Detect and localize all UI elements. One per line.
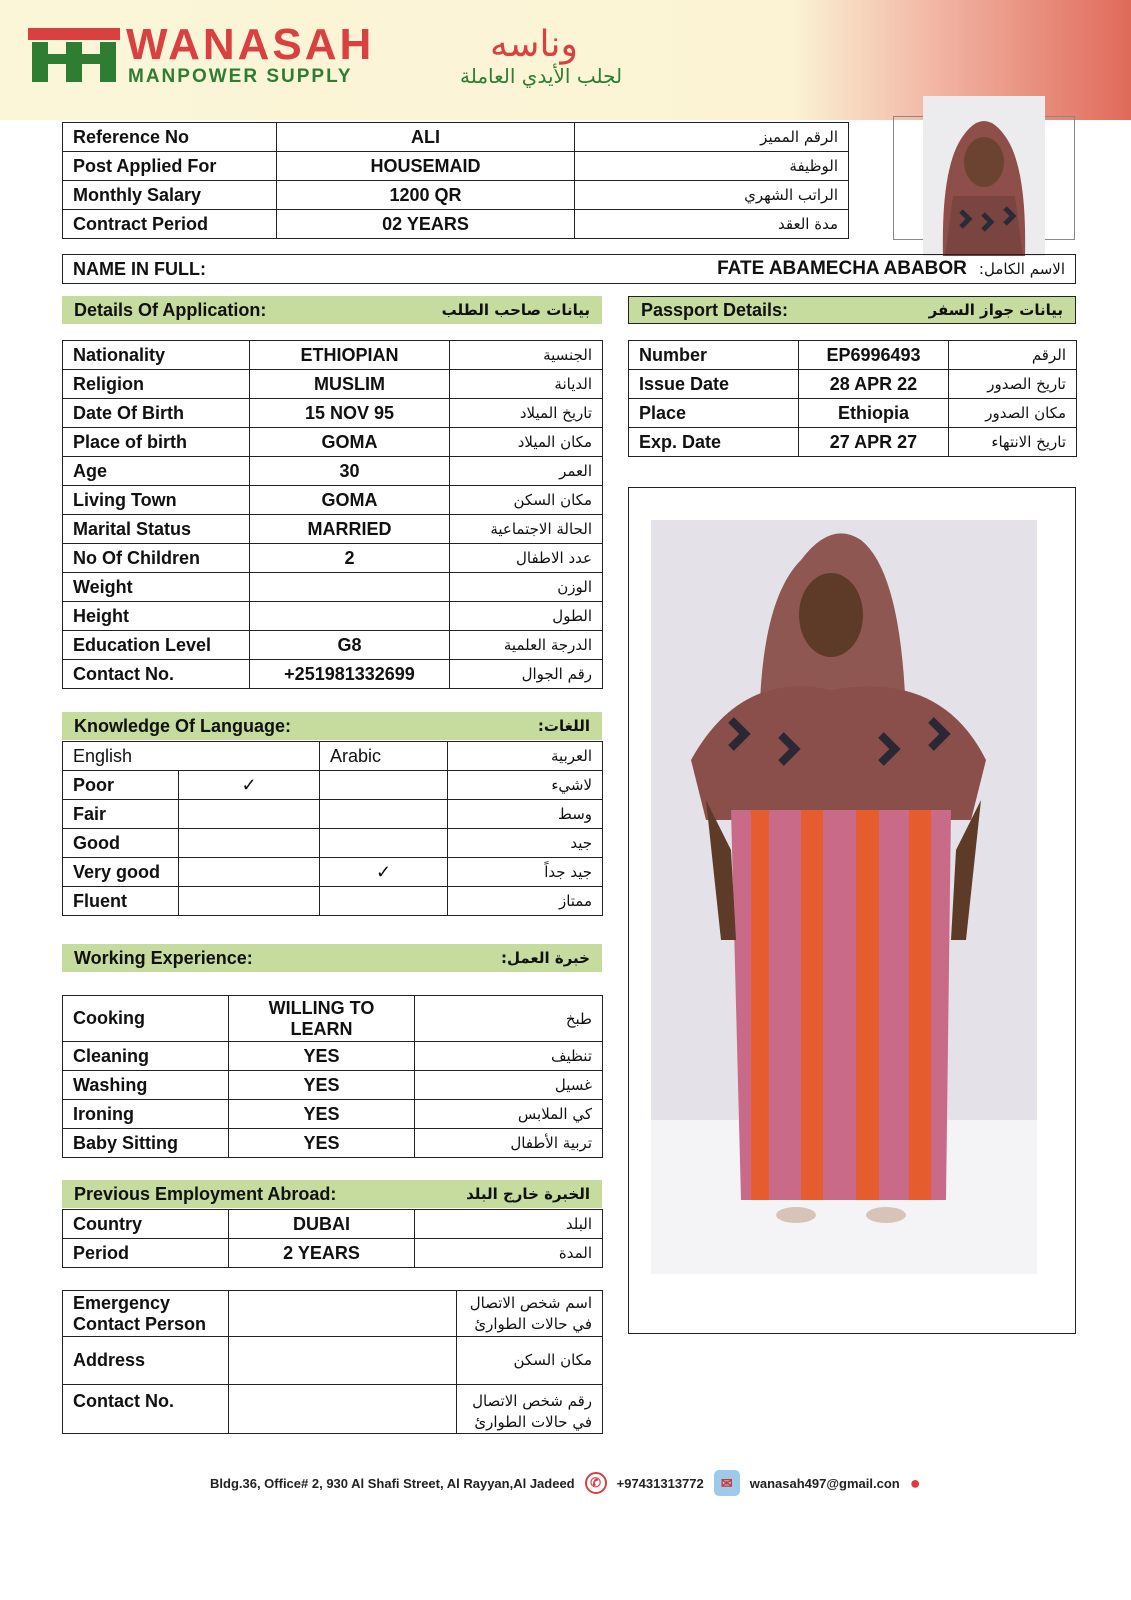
language-row xyxy=(63,858,603,887)
passport-label: Number xyxy=(629,341,799,370)
emergency-value xyxy=(229,1291,457,1337)
details-row xyxy=(63,341,603,370)
details-row xyxy=(63,660,603,689)
location-pin-icon: ● xyxy=(909,1472,921,1493)
top-val: 1200 QR xyxy=(277,181,575,210)
experience-table xyxy=(62,995,603,1158)
experience-row xyxy=(63,1100,603,1129)
details-label: Height xyxy=(63,602,250,631)
experience-row xyxy=(63,1042,603,1071)
passport-table xyxy=(628,340,1077,457)
lang-col-arabic-ar: العربية xyxy=(448,742,603,771)
experience-value: WILLING TO LEARN xyxy=(229,996,415,1042)
passport-row xyxy=(629,341,1077,370)
language-row xyxy=(63,771,603,800)
passport-title-ar: بيانات جواز السفر xyxy=(928,301,1063,319)
emergency-value xyxy=(229,1385,457,1434)
passport-row xyxy=(629,428,1077,457)
emergency-label: Address xyxy=(63,1337,229,1385)
details-label-ar: الجنسية xyxy=(450,341,603,370)
passport-label: Exp. Date xyxy=(629,428,799,457)
experience-label: Ironing xyxy=(63,1100,229,1129)
experience-value: YES xyxy=(229,1129,415,1158)
brand-subtitle-ar: لجلب الأيدي العاملة xyxy=(460,64,623,88)
language-en: Fluent xyxy=(63,887,179,916)
details-value: GOMA xyxy=(250,428,450,457)
language-arabic: ✓ xyxy=(320,858,448,887)
top-en: Contract Period xyxy=(63,210,277,239)
passport-label: Place xyxy=(629,399,799,428)
details-label-ar: الحالة الاجتماعية xyxy=(450,515,603,544)
full-body-photo xyxy=(651,520,1037,1274)
experience-label: Washing xyxy=(63,1071,229,1100)
details-row xyxy=(63,573,603,602)
details-row xyxy=(63,457,603,486)
emergency-label: Contact No. xyxy=(63,1385,229,1434)
details-row xyxy=(63,544,603,573)
abroad-table xyxy=(62,1209,603,1268)
passport-value: Ethiopia xyxy=(799,399,949,428)
passport-header xyxy=(628,296,1076,324)
emergency-label: Emergency Contact Person xyxy=(63,1291,229,1337)
experience-title: Working Experience: xyxy=(74,947,253,968)
language-arabic xyxy=(320,829,448,858)
details-label-ar: العمر xyxy=(450,457,603,486)
phone-icon: ✆ xyxy=(585,1472,607,1494)
language-title-ar: اللغات: xyxy=(537,717,590,735)
passport-label-ar: تاريخ الانتهاء xyxy=(949,428,1077,457)
top-ar: الوظيفة xyxy=(575,152,849,181)
details-label-ar: رقم الجوال xyxy=(450,660,603,689)
language-row xyxy=(63,887,603,916)
experience-label-ar: طبخ xyxy=(415,996,603,1042)
details-value: 30 xyxy=(250,457,450,486)
full-name-value: FATE ABAMECHA ABABOR xyxy=(717,258,967,279)
experience-value: YES xyxy=(229,1100,415,1129)
details-label: Contact No. xyxy=(63,660,250,689)
passport-label-ar: الرقم xyxy=(949,341,1077,370)
details-row xyxy=(63,515,603,544)
footer-address: Bldg.36, Office# 2, 930 Al Shafi Street, Al Rayyan,Al Jadeed xyxy=(210,1475,575,1491)
passport-title: Passport Details: xyxy=(641,299,789,320)
abroad-label-ar: البلد xyxy=(415,1210,603,1239)
lang-col-arabic: Arabic xyxy=(320,742,448,771)
language-ar: ممتاز xyxy=(448,887,603,916)
details-value: 15 NOV 95 xyxy=(250,399,450,428)
top-ar: الرقم المميز xyxy=(575,123,849,152)
language-table xyxy=(62,741,603,916)
details-label-ar: مكان السكن xyxy=(450,486,603,515)
details-row xyxy=(63,370,603,399)
full-name-label-ar: الاسم الكامل: xyxy=(978,260,1065,278)
language-en: Fair xyxy=(63,800,179,829)
abroad-label: Period xyxy=(63,1239,229,1268)
language-arabic xyxy=(320,887,448,916)
details-value: GOMA xyxy=(250,486,450,515)
details-row xyxy=(63,399,603,428)
top-en: Monthly Salary xyxy=(63,181,277,210)
passport-value: EP6996493 xyxy=(799,341,949,370)
top-info-table xyxy=(62,122,849,239)
details-label-ar: عدد الاطفال xyxy=(450,544,603,573)
top-info-row xyxy=(63,181,849,210)
details-row xyxy=(63,631,603,660)
details-label-ar: الوزن xyxy=(450,573,603,602)
details-label-ar: الدرجة العلمية xyxy=(450,631,603,660)
language-english xyxy=(179,800,320,829)
details-title-ar: بيانات صاحب الطلب xyxy=(441,301,590,319)
top-val: ALI xyxy=(277,123,575,152)
footer-phone: +97431313772 xyxy=(616,1475,704,1491)
details-row xyxy=(63,602,603,631)
language-ar: جيد جداً xyxy=(448,858,603,887)
top-info-row xyxy=(63,210,849,239)
footer xyxy=(210,1470,970,1496)
emergency-row xyxy=(63,1291,603,1337)
passport-value: 28 APR 22 xyxy=(799,370,949,399)
full-name-label: NAME IN FULL: xyxy=(73,258,206,279)
language-ar: لاشيء xyxy=(448,771,603,800)
abroad-row xyxy=(63,1239,603,1268)
details-value: ETHIOPIAN xyxy=(250,341,450,370)
experience-row xyxy=(63,1129,603,1158)
top-en: Reference No xyxy=(63,123,277,152)
language-en: Good xyxy=(63,829,179,858)
emergency-row xyxy=(63,1337,603,1385)
logo-mark xyxy=(28,28,120,84)
top-ar: مدة العقد xyxy=(575,210,849,239)
details-label: Religion xyxy=(63,370,250,399)
details-label-ar: الطول xyxy=(450,602,603,631)
headshot-photo xyxy=(923,96,1045,256)
details-row xyxy=(63,486,603,515)
top-val: 02 YEARS xyxy=(277,210,575,239)
language-en: Poor xyxy=(63,771,179,800)
abroad-label-ar: المدة xyxy=(415,1239,603,1268)
details-label: Education Level xyxy=(63,631,250,660)
top-val: HOUSEMAID xyxy=(277,152,575,181)
experience-label-ar: كي الملابس xyxy=(415,1100,603,1129)
details-value: +251981332699 xyxy=(250,660,450,689)
details-label: Living Town xyxy=(63,486,250,515)
details-label: Nationality xyxy=(63,341,250,370)
lang-col-english: English xyxy=(63,742,320,771)
language-ar: جيد xyxy=(448,829,603,858)
top-en: Post Applied For xyxy=(63,152,277,181)
experience-row xyxy=(63,1071,603,1100)
language-row xyxy=(63,829,603,858)
language-row xyxy=(63,800,603,829)
details-label-ar: مكان الميلاد xyxy=(450,428,603,457)
emergency-row xyxy=(63,1385,603,1434)
details-label: Age xyxy=(63,457,250,486)
abroad-header xyxy=(62,1180,602,1208)
experience-title-ar: خبرة العمل: xyxy=(500,949,590,967)
language-english xyxy=(179,829,320,858)
emergency-table xyxy=(62,1290,603,1434)
experience-label: Cooking xyxy=(63,996,229,1042)
details-value xyxy=(250,573,450,602)
language-arabic xyxy=(320,771,448,800)
emergency-label-ar: اسم شخص الاتصال في حالات الطوارئ xyxy=(457,1291,603,1337)
details-value: MUSLIM xyxy=(250,370,450,399)
experience-label-ar: تربية الأطفال xyxy=(415,1129,603,1158)
abroad-label: Country xyxy=(63,1210,229,1239)
language-header xyxy=(62,712,602,740)
details-label: Weight xyxy=(63,573,250,602)
language-en: Very good xyxy=(63,858,179,887)
passport-label: Issue Date xyxy=(629,370,799,399)
full-name-row xyxy=(62,254,1076,284)
experience-header xyxy=(62,944,602,972)
language-english xyxy=(179,858,320,887)
top-ar: الراتب الشهري xyxy=(575,181,849,210)
brand-name: WANASAH xyxy=(126,20,375,69)
details-label: Marital Status xyxy=(63,515,250,544)
abroad-title-ar: الخبرة خارج البلد xyxy=(466,1185,590,1203)
details-table xyxy=(62,340,603,689)
abroad-value: 2 YEARS xyxy=(229,1239,415,1268)
details-value: MARRIED xyxy=(250,515,450,544)
details-label: No Of Children xyxy=(63,544,250,573)
details-title: Details Of Application: xyxy=(74,299,267,320)
emergency-value xyxy=(229,1337,457,1385)
language-english xyxy=(179,887,320,916)
experience-value: YES xyxy=(229,1042,415,1071)
passport-label-ar: تاريخ الصدور xyxy=(949,370,1077,399)
details-value: G8 xyxy=(250,631,450,660)
details-value: 2 xyxy=(250,544,450,573)
passport-row xyxy=(629,370,1077,399)
language-arabic xyxy=(320,800,448,829)
passport-value: 27 APR 27 xyxy=(799,428,949,457)
abroad-value: DUBAI xyxy=(229,1210,415,1239)
details-label-ar: تاريخ الميلاد xyxy=(450,399,603,428)
details-row xyxy=(63,428,603,457)
experience-label-ar: غسيل xyxy=(415,1071,603,1100)
passport-row xyxy=(629,399,1077,428)
details-header xyxy=(62,296,602,324)
experience-label-ar: تنظيف xyxy=(415,1042,603,1071)
experience-value: YES xyxy=(229,1071,415,1100)
footer-email[interactable]: wanasah497@gmail.con xyxy=(749,1475,900,1491)
emergency-label-ar: مكان السكن xyxy=(457,1337,603,1385)
details-value xyxy=(250,602,450,631)
passport-label-ar: مكان الصدور xyxy=(949,399,1077,428)
details-label: Date Of Birth xyxy=(63,399,250,428)
brand-name-ar: وناسه xyxy=(490,24,578,65)
details-label: Place of birth xyxy=(63,428,250,457)
abroad-row xyxy=(63,1210,603,1239)
language-english: ✓ xyxy=(179,771,320,800)
top-info-row xyxy=(63,123,849,152)
experience-row xyxy=(63,996,603,1042)
language-title: Knowledge Of Language: xyxy=(74,715,292,736)
email-icon: ✉ xyxy=(714,1470,740,1496)
experience-label: Baby Sitting xyxy=(63,1129,229,1158)
abroad-title: Previous Employment Abroad: xyxy=(74,1183,337,1204)
top-info-row xyxy=(63,152,849,181)
experience-label: Cleaning xyxy=(63,1042,229,1071)
details-label-ar: الديانة xyxy=(450,370,603,399)
brand-subtitle: MANPOWER SUPPLY xyxy=(128,66,353,87)
language-ar: وسط xyxy=(448,800,603,829)
emergency-label-ar: رقم شخص الاتصال في حالات الطوارئ xyxy=(457,1385,603,1434)
